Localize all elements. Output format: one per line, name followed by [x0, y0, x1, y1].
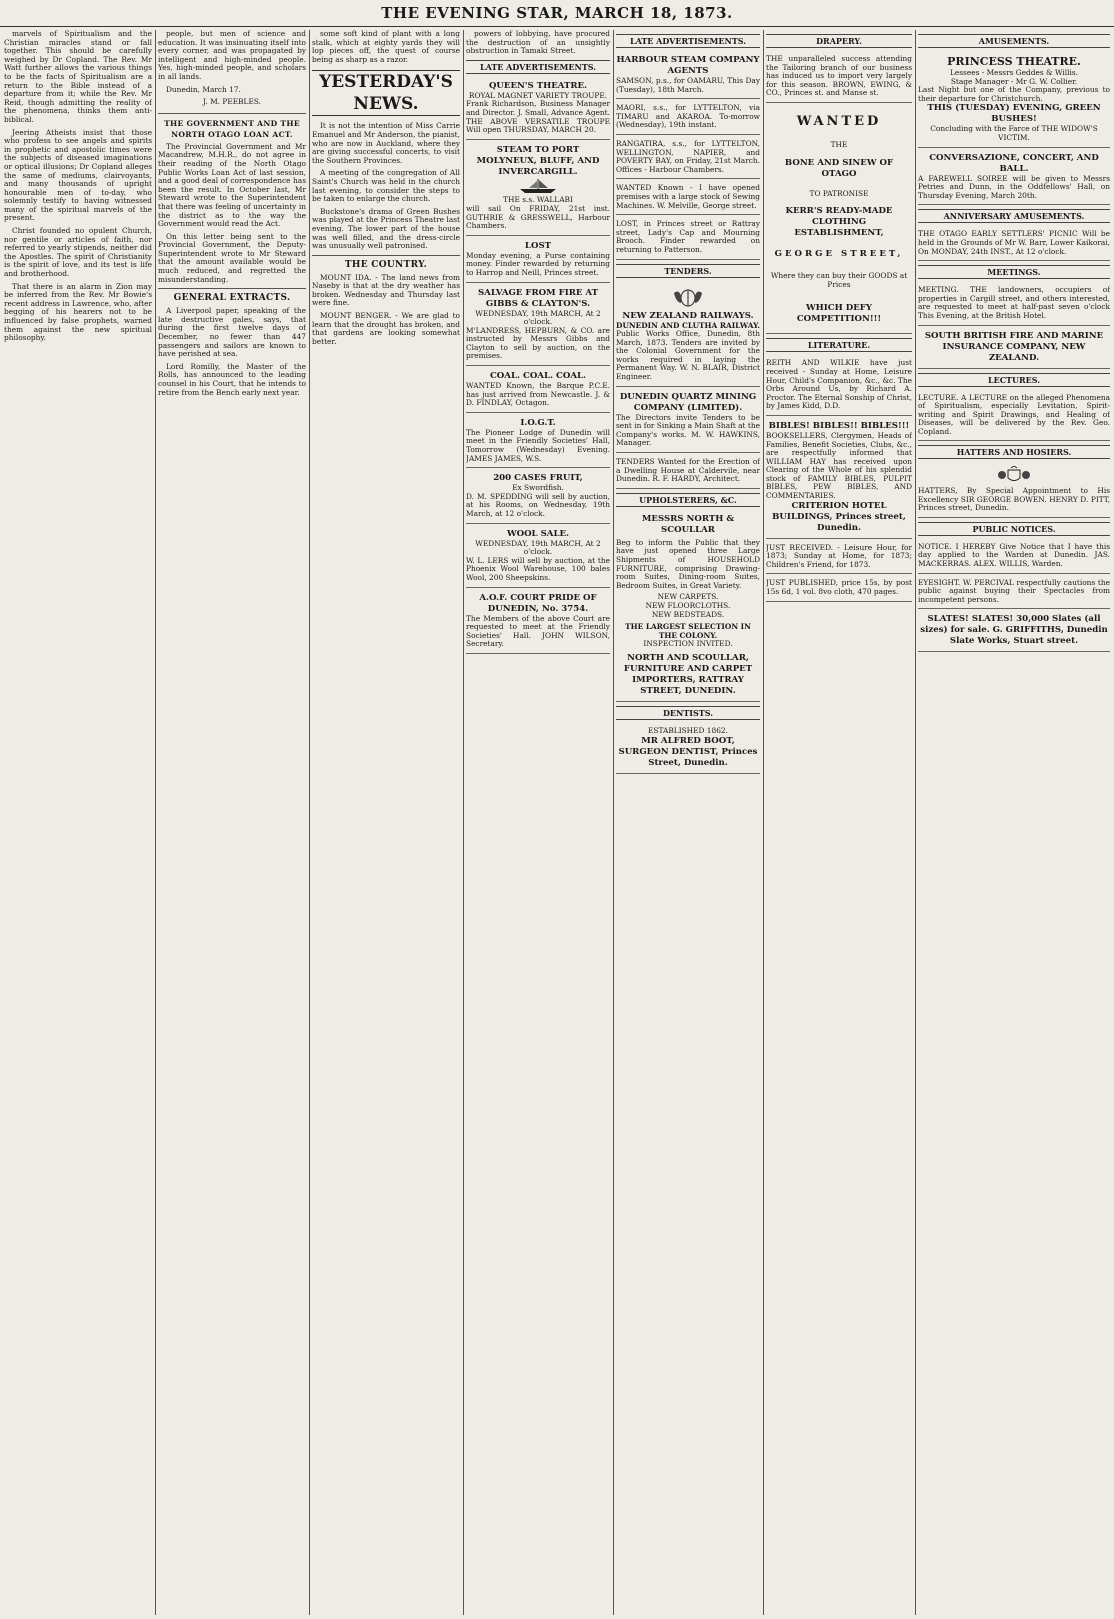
column-7 [918, 30, 1110, 1615]
ad-body: Frank Richardson, Business Manager and Director. J. Small, Advance Agent. THE ABOVE VERSATILE TROUPE Will open THURSDAY, MARCH 20. [466, 99, 610, 135]
ad-body: BOOKSELLERS, Clergymen, Heads of Families, Benefit Societies, Clubs, &c., are respectfully informed that WILLIAM HAY has received upon Clearing of the Whole of his splendid stock of FAMILY BIBLES, PULPIT BIBLES, PEW BIBLES, AND COMMENTARIES. [766, 430, 912, 501]
section-heading: ANNIVERSARY AMUSEMENTS. [918, 209, 1110, 223]
article-paragraph: Christ founded no opulent Church, nor gentile or articles of faith, nor referred to yearly stipends, neither did the Apostles. The spirit of Christianity is the spirit of love, and its test is life and brotherhood. [4, 226, 152, 279]
section-heading: DRAPERY. [766, 34, 912, 48]
dateline: Dunedin, March 17. [166, 84, 241, 94]
advertisement [918, 611, 1110, 652]
advertisement [616, 511, 760, 702]
ad-title: WANTED [796, 113, 882, 129]
article-paragraph: It is not the intention of Miss Carrie Emanuel and Mr Anderson, the pianist, who are now in Auckland, where they are giving successful concerts, to visit the Southern Provinces. [312, 121, 460, 165]
ad-line: Lessees - Messrs Geddes & Willis. [949, 68, 1079, 77]
ad-body: MEETING. THE landowners, occupiers of properties in Cargill street, and others interested, are requested to meet at half-past seven o'clock This Evening, at the British Hotel. [918, 285, 1110, 320]
ad-title: CONVERSAZIONE, CONCERT, AND BALL. [929, 152, 1099, 174]
advertisement [466, 368, 610, 413]
ad-body: will sail On FRIDAY, 21st inst. GUTHRIE & GRESSWELL, Harbour Chambers. [466, 203, 610, 231]
ad-body: Monday evening, a Purse containing money. Finder rewarded by returning to Harrop and Neill, Princes street. [466, 250, 610, 277]
advertisement [918, 540, 1110, 574]
ad-subtitle: ESTABLISHED 1862. [648, 725, 728, 735]
signature: J. M. PEEBLES. [203, 97, 261, 107]
ad-subtitle: WEDNESDAY, 19th MARCH, At 2 o'clock. [475, 308, 601, 327]
section-heading: LECTURES. [918, 373, 1110, 387]
advertisement [466, 285, 610, 367]
ad-body: Last Night but one of the Company, previous to their departure for Christchurch. [918, 85, 1110, 103]
ad-line: KERR'S READY-MADE CLOTHING ESTABLISHMENT, [785, 206, 893, 239]
advertisement [766, 52, 912, 103]
advertisement [466, 415, 610, 468]
article-paragraph: some soft kind of plant with a long stalk, which at eighty yards they will lop pieces off, the quest of course being as sharp as a razor. [312, 30, 460, 64]
ad-subtitle: THE s.s. WALLABI [503, 195, 573, 205]
article-paragraph: A meeting of the congregation of All Saint's Church was held in the church last evening, to consider the steps to be taken to enlarge the church. [312, 168, 460, 204]
ad-body: RANGATIRA, s.s., for LYTTELTON, WELLINGTON, NAPIER, and POVERTY BAY, on Friday, 21st March. Offices - Harbour Chambers. [616, 138, 760, 174]
ad-body: HATTERS, By Special Appointment to His Excellency SIR GEORGE BOWEN. HENRY D. PITT, Princes street, Dunedin. [918, 486, 1110, 513]
section-heading: MEETINGS. [918, 265, 1110, 279]
ad-line: THE [830, 139, 848, 149]
section-heading: UPHOLSTERERS, &C. [616, 493, 760, 507]
ad-body: THE unparalleled success attending the Tailoring branch of our business has induced us to import very largely for this season. BROWN, EWING, & CO., Princes st. and Manse st. [766, 54, 912, 98]
advertisement [918, 576, 1110, 610]
column-3 [312, 30, 460, 1615]
ad-line: INSPECTION INVITED. [643, 639, 733, 649]
ad-title: QUEEN'S THEATRE. [488, 80, 588, 91]
article-paragraph: people, but men of science and education. It was insinuating itself into every corner, and was propagated by intelligent and high-minded people. Yes, high-minded people, and scholars in all lands. [158, 30, 306, 81]
ad-subtitle: WEDNESDAY, 19th MARCH, At 2 o'clock. [475, 538, 601, 557]
ad-subtitle: DUNEDIN AND CLUTHA RAILWAY. [616, 320, 760, 330]
article-paragraph: MOUNT BENGER. - We are glad to learn that the drought has broken, and that gardens are looking somewhat better. [312, 311, 460, 346]
advertisement [918, 52, 1110, 148]
ad-body: WANTED Known - I have opened premises with a large stock of Sewing Machines. W. Melville, George street. [616, 183, 760, 210]
section-heading: LITERATURE. [766, 338, 912, 352]
advertisement [766, 576, 912, 601]
section-heading: HATTERS AND HOSIERS. [918, 445, 1110, 459]
ad-body: SAMSON, p.s., for OAMARU, This Day (Tuesday), 18th March. [616, 76, 760, 94]
ad-body: JUST PUBLISHED, price 15s, by post 15s 6d, 1 vol. 8vo cloth, 470 pages. [766, 578, 912, 597]
ad-line: NEW CARPETS. [657, 592, 719, 602]
section-heading: DENTISTS. [616, 706, 760, 720]
article-paragraph: Lord Romilly, the Master of the Rolls, has announced to the leading counsel in his Court, that he intends to retire from the Bench early next year. [158, 361, 306, 397]
ad-body: NOTICE. I HEREBY Give Notice that I have this day applied to the Warden at Dunedin. JAS. MACKERRAS. ALEX. WILLIS, Warden. [918, 541, 1110, 569]
advertisement [616, 181, 760, 215]
ad-title: NEW ZEALAND RAILWAYS. [622, 310, 754, 321]
article-paragraph: MOUNT IDA. - The land news from Naseby is that at the dry weather has broken. Wednesday and Thursday last were fine. [312, 272, 460, 308]
section-heading: LATE ADVERTISEMENTS. [616, 34, 760, 48]
column-6 [766, 30, 912, 1615]
ad-line: WHICH DEFY COMPETITION!!! [796, 303, 882, 325]
ad-subtitle: Ex Swordfish. [512, 483, 564, 493]
ad-title: DUNEDIN QUARTZ MINING COMPANY (LIMITED). [619, 391, 757, 413]
ad-body: Beg to inform the Public that they have just opened three Large Shipments of HOUSEHOLD FURNITURE, comprising Drawing-room Suites, Dining-room Suites, Bedroom Suites, in Great Variety. [616, 537, 760, 590]
advertisement [466, 142, 610, 236]
article-paragraph: That there is an alarm in Zion may be inferred from the Rev. Mr Bowie's recent address in Lawrence, who, after begging of his hearers not to be influenced by false prophets, warned them against the new spiritual philosophy. [4, 281, 152, 343]
ad-title: MR ALFRED BOOT, SURGEON DENTIST, Princes Street, Dunedin. [618, 735, 758, 768]
ad-line: BONE AND SINEW OF OTAGO [784, 157, 894, 179]
ad-line: Stage Manager - Mr G. W. Collier. [950, 76, 1078, 86]
ad-title: SOUTH BRITISH FIRE AND MARINE INSURANCE COMPANY, NEW ZEALAND. [924, 330, 1104, 363]
column-2 [158, 30, 306, 1615]
advertisement [766, 356, 912, 416]
advertisement [766, 418, 912, 539]
ad-title: LOST [524, 240, 552, 251]
ad-title: PRINCESS THEATRE. [947, 55, 1081, 68]
ad-line: Concluding with the Farce of THE WIDOW'S VICTIM. [930, 124, 1098, 142]
ad-body: M'LANDRESS, HEPBURN, & CO. are instructed by Messrs Gibbs and Clayton to sell by auction, on the premises. [466, 325, 610, 361]
article-paragraph: powers of lobbying, have procured the destruction of an unsightly obstruction in Tamaki Street. [466, 30, 610, 56]
advertisement [918, 227, 1110, 261]
ad-title: SLATES! SLATES! 30,000 Slates (all sizes) for sale. G. GRIFFITHS, Dunedin Slate Works, Stuart street. [920, 614, 1108, 647]
advertisement [616, 282, 760, 387]
ad-title: COAL. COAL. COAL. [489, 371, 587, 382]
ad-body: JUST RECEIVED. - Leisure Hour, for 1873; Sunday at Home, for 1873; Children's Friend, for 1873. [766, 542, 912, 569]
ad-title: MESSRS NORTH & SCOULLAR [641, 513, 735, 535]
advertisement [466, 238, 610, 283]
column-1 [4, 30, 152, 1615]
advertisement [766, 541, 912, 575]
advertisement [616, 389, 760, 453]
advertisement [466, 526, 610, 588]
ad-address: CRITERION HOTEL BUILDINGS, Princes street, Dunedin. [772, 500, 906, 533]
ad-line: Where they can buy their GOODS at Prices [770, 271, 908, 289]
advertisement [616, 52, 760, 99]
ad-body: LECTURE. A LECTURE on the alleged Phenomena of Spiritualism, especially Levitation, Spirit-writing and Spirit Drawings, and Healing of Diseases, will be delivered by the Rev. Geo. Copland. [918, 392, 1110, 436]
advertisement [466, 590, 610, 654]
ad-body: A FAREWELL SOIREE will be given to Messrs Petries and Dunn, in the Oddfellows' Hall, on Thursday Evening, March 20th. [918, 173, 1110, 200]
ad-subtitle: ROYAL MAGNET VARIETY TROUPE. [468, 90, 608, 100]
section-heading: TENDERS. [616, 264, 760, 278]
ad-title: SALVAGE FROM FIRE AT GIBBS & CLAYTON'S. [477, 287, 599, 309]
ad-body: THE OTAGO EARLY SETTLERS' PICNIC Will be held in the Grounds of Mr W. Barr, Lower Kaikorai, On MONDAY, 24th INST., At 12 o'clock. [918, 229, 1110, 256]
ad-title: STEAM TO PORT MOLYNEUX, BLUFF, AND INVERCARGILL. [476, 144, 600, 177]
ad-title: I.O.G.T. [520, 417, 556, 428]
section-heading: YESTERDAY'S NEWS. [312, 70, 460, 116]
crest-icon [616, 287, 760, 309]
ad-line: THE LARGEST SELECTION IN THE COLONY. [625, 622, 751, 640]
ad-body: MAORI, s.s., for LYTTELTON, via TIMARU and AKAROA. To-morrow (Wednesday), 19th instant. [616, 103, 760, 130]
ad-body: W. L. LERS will sell by auction, at the Phoenix Wool Warehouse, 100 bales Wool, 200 Sheepskins. [466, 555, 610, 582]
ad-body: D. M. SPEDDING will sell by auction, at his Rooms, on Wednesday, 19th March, at 12 o'clock. [466, 491, 610, 518]
article-paragraph: marvels of Spiritualism and the Christian miracles stand or fall together. This should be carefully weighed by Dr Copland. The Rev. Mr Watt further allows the various things to be the facts of Spiritualism are a return to the Bible instead of a departure from it; while the Rev. Mr Reid, though admitting the reality of the phenomena, thinks them anti-biblical. [4, 30, 152, 124]
column-4 [466, 30, 610, 1615]
column-5 [616, 30, 760, 1615]
ad-body: TENDERS Wanted for the Erection of a Dwelling House at Caldervile, near Dunedin. R. F. HARDY, Architect. [616, 457, 760, 484]
advertisement [616, 101, 760, 135]
ad-title: A.O.F. COURT PRIDE OF DUNEDIN, No. 3754. [479, 592, 597, 614]
ad-title: BIBLES! BIBLES!! BIBLES!!! [768, 420, 910, 431]
advertisement [918, 150, 1110, 206]
advertisement [918, 391, 1110, 442]
article-paragraph: A Liverpool paper, speaking of the late destructive gales, says, that during the first twelve days of December, no fewer than 447 passengers and sailors are known to have perished at sea. [158, 306, 306, 359]
ad-address: NORTH AND SCOULLAR, FURNITURE AND CARPET IMPORTERS, RATTRAY STREET, DUNEDIN. [623, 652, 753, 696]
article-paragraph: Jeering Atheists insist that those who profess to see angels and spirits in prophetic and apostolic times were the subjects of diseased imaginations or optical illusions; Dr Copland alleges the same of mediums, clairvoyants, and many thousands of upright honourable men of to-day, who solemnly testify to having witnessed many of the spiritual marvels of the present. [4, 127, 152, 223]
article-paragraph: On this letter being sent to the Provincial Government, the Deputy-Superintendent wrote to Mr Steward that the amount available would be much reduced, and regretted the misunderstanding. [158, 231, 306, 284]
ad-body: The Directors invite Tenders to be sent in for Sinking a Main Shaft at the Company's works. M. W. HAWKINS, Manager. [616, 412, 760, 448]
advertisement [616, 724, 760, 774]
article-paragraph: The Provincial Government and Mr Macandrew, M.H.R., do not agree in their reading of the North Otago Public Works Loan Act of last session, and a good deal of correspondence has been the result. In October last, Mr Steward wrote to the Superintendent that there was feeling of uncertainty in the district as to the way the Government would read the Act. [158, 141, 306, 229]
section-heading: AMUSEMENTS. [918, 34, 1110, 48]
advertisement [918, 463, 1110, 517]
ad-body: LOST, in Princes street or Rattray street, Lady's Cap and Mourning Brooch. Finder rewarded on returning to Patterson. [616, 219, 760, 254]
ad-body: REITH AND WILKIE have just received - Sunday at Home, Leisure Hour, Child's Companion, &c., &c. The Orbs Around Us, by Richard A. Proctor. The Eternal Sonship of Christ, by James Kidd, D.D. [766, 358, 912, 411]
article-heading: THE COUNTRY. [312, 255, 460, 271]
article-heading: THE GOVERNMENT AND THE NORTH OTAGO LOAN ACT. [158, 113, 306, 140]
advertisement [466, 78, 610, 140]
article-paragraph: Buckstone's drama of Green Bushes was played at the Princess Theatre last evening. The lower part of the house was well filled, and the dress-circle was unusually well patronised. [312, 206, 460, 251]
advertisement [616, 137, 760, 179]
advertisement [918, 328, 1110, 369]
advertisement [918, 283, 1110, 325]
royal-arms-icon [918, 466, 1110, 487]
ad-body: The Members of the above Court are requested to meet at the Friendly Societies' Hall. JOHN WILSON, Secretary. [466, 613, 610, 649]
ad-line: NEW BEDSTEADS. [651, 609, 725, 619]
ad-line: GEORGE STREET, [774, 249, 904, 260]
ad-body: EYESIGHT. W. PERCIVAL respectfully cautions the public against buying their Spectacles from incompetent persons. [918, 577, 1110, 604]
ad-body: The Pioneer Lodge of Dunedin will meet in the Friendly Societies' Hall, Tomorrow (Wednesday) Evening. JAMES JAMES, W.S. [466, 427, 610, 463]
ad-line: NEW FLOORCLOTHS. [645, 600, 731, 610]
advertisement [466, 470, 610, 523]
article-heading: GENERAL EXTRACTS. [158, 288, 306, 304]
advertisement [616, 217, 760, 259]
ship-icon [466, 178, 610, 197]
ad-body: WANTED Known, the Barque P.C.E. has just arrived from Newcastle. J. & D. FINDLAY, Octagon. [466, 381, 610, 408]
ad-title: WOOL SALE. [506, 528, 570, 539]
advertisement [766, 105, 912, 334]
ad-body: Public Works Office, Dunedin, 8th March, 1873. Tenders are invited by the Colonial Government for the works required in laying the Permanent Way. W. N. BLAIR, District Engineer. [616, 329, 760, 382]
section-heading: LATE ADVERTISEMENTS. [466, 60, 610, 74]
advertisement [616, 455, 760, 489]
ad-line: THIS (TUESDAY) EVENING, GREEN BUSHES! [927, 103, 1101, 125]
ad-line: TO PATRONISE [809, 188, 869, 198]
section-heading: PUBLIC NOTICES. [918, 522, 1110, 536]
ad-title: 200 CASES FRUIT, [493, 473, 583, 484]
ad-title: HARBOUR STEAM COMPANY AGENTS [616, 55, 760, 76]
masthead: THE EVENING STAR, MARCH 18, 1873. [0, 0, 1114, 27]
